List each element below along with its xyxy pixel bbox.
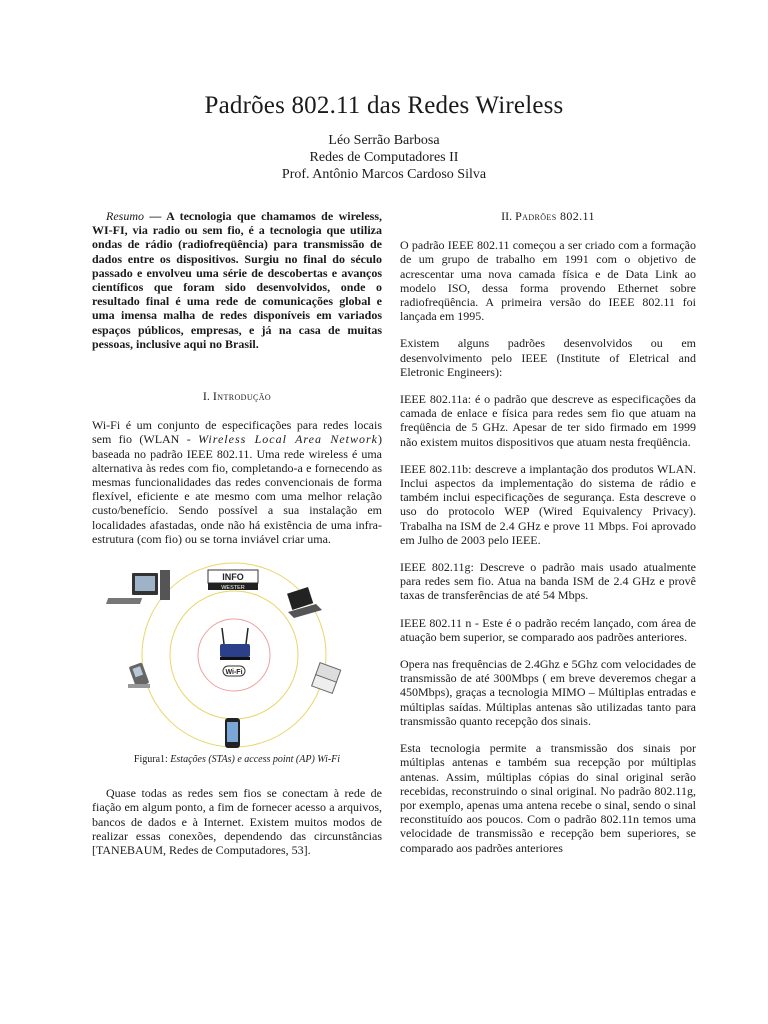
author-name: Léo Serrão Barbosa [328, 133, 440, 148]
body-paragraph: O padrão IEEE 802.11 começou a ser criado com a formação de um grupo de trabalho em 1991 com o objetivo de acrescentar uma nova camada física e de Data Link ao modelo ISO, dessa forma provendo Ethernet sobre radiofreqüência. A primeira versão do IEEE 802.11 foi lançada em 1995. [400, 238, 696, 324]
section-heading-standards: II. Padrões 802.11 [501, 209, 595, 223]
course-name: Redes de Computadores II [309, 150, 459, 165]
wifi-network-figure [92, 560, 382, 750]
professor-name: Prof. Antônio Marcos Cardoso Silva [281, 167, 487, 182]
body-paragraph: IEEE 802.11b: descreve a implantação dos produtos WLAN. Inclui aspectos da implementação do sistema de rádio e também inclui especificações de segurança. Esta descreve o uso do protocolo WEP (Wired Equivalency Privacy). Trabalha na ISM de 2.4 GHz e prove 11 Mbps. Foi aprovado em Julho de 2003 pelo IEEE. [400, 461, 696, 547]
wifi-diagram-svg [92, 560, 382, 750]
intro-paragraph-1: Wi-Fi é um conjunto de especificações para redes locais sem fio (WLAN - Wireless Local Area Network) baseada no padrão IEEE 802.11. Uma rede wireless é uma alternativa às redes com fio, completando-a e fornecendo as mesmas funcionalidades das redes convencionais de forma flexível, eficiente e ate mesmo com uma melhor relação custo/benefício. Sendo possível a sua instalação em localidades afastadas, onde não há existência de uma infra-estrutura (com fio) ou se torna inviável criar uma. [92, 418, 383, 546]
svg-text:Wi-Fi: Wi-Fi [225, 669, 243, 677]
left-column [92, 209, 382, 857]
abstract [92, 209, 382, 351]
svg-text:WESTER: WESTER [221, 585, 245, 592]
wifi-logo [223, 666, 245, 676]
access-point-router-icon [220, 628, 250, 660]
author-block [0, 132, 768, 183]
body-paragraph: IEEE 802.11a: é o padrão que descreve as especificações da camada de enlace e física para redes sem fio que atuam na freqüência de 5 GHz. Apesar de ter sido firmado em 1999 não existem muitos dispositivos que atuam nesta freqüência. [400, 392, 696, 449]
section-title: Introdução [212, 389, 272, 404]
pda-icon [128, 662, 150, 688]
handheld-console-icon [312, 663, 341, 694]
abstract-dash: — [144, 209, 167, 223]
intro-paragraph-2: Quase todas as redes sem fios se conectam à rede de fiação em algum ponto, a fim de fornecer acesso a arquivos, bancos de dados e à Internet. Existem muitos modos de realizar essas conexões, dependendo das circunstâncias [TANEBAUM, Redes de Computadores, 53]. [92, 786, 382, 858]
right-column [400, 209, 696, 855]
abstract-label: Resumo [106, 209, 144, 223]
abstract-text: A tecnologia que chamamos de wireless, WI-FI, via radio ou sem fio, é a tecnologia que utiliza ondas de rádio (radiofreqüência) para transmissão de dados entre os dispositivos. Surgiu no final do século passado e envolveu uma série de descobertas e avanços científicos que foram sido desenvolvidos, onde o resultado final é uma rede de comunicações global e uma imensa malha de redes disponíveis em variados espaços públicos, empresas, e já na casa de muitas pessoas, inclusive aqui no Brasil. [92, 209, 383, 351]
section-title: Padrões 802.11 [515, 209, 595, 223]
body-paragraph: Esta tecnologia permite a transmissão dos sinais por múltiplas antenas e também sua recepção por múltiplas antenas. Assim, múltiplas cópias do sinal original serão recebidas, reconstruindo o sinal original. No padrão 802.11g, por exemplo, apenas uma antena recebe o sinal, sendo o sinal reconstituído aos poucos. Com o padrão 802.11n temos uma velocidade de transmissão e recepção bem superiores, se comparado aos padrões anteriores [400, 741, 696, 855]
info-wester-badge [208, 570, 258, 591]
figure-caption: Figura1: Estações (STAs) e access point (AP) Wi-Fi [133, 754, 341, 766]
smartphone-icon [225, 718, 240, 748]
section-heading-intro: I. Introdução [202, 389, 272, 404]
body-paragraph: Opera nas frequências de 2.4Ghz e 5Ghz com velocidades de transmissão de até 300Mbps ( em breve deveremos chegar a 450Mbps), graças a tecnologia MIMO – Múltiplas entradas e múltiplas saídas. Múltiplas antenas são utilizadas tanto para transmissão quanto recepção dos sinais. [400, 657, 696, 728]
paper-title: Padrões 802.11 das Redes Wireless [204, 92, 564, 119]
wlan-expansion: Wireless Local Area Network [198, 432, 379, 447]
svg-text:INFO: INFO [222, 572, 244, 583]
laptop-icon [287, 587, 322, 618]
body-paragraph: IEEE 802.11 n - Este é o padrão recém lançado, com área de atuação bem superior, se comparado aos padrões anteriores. [400, 615, 696, 644]
body-paragraph: IEEE 802.11g: Descreve o padrão mais usado atualmente para redes sem fio. Atua na banda ISM de 2.4 GHz e provê taxas de transferências de até 54 Mbps. [400, 560, 696, 603]
desktop-computer-icon [106, 570, 170, 604]
paper-header [0, 92, 768, 183]
body-paragraph: Existem alguns padrões desenvolvidos ou em desenvolvimento pelo IEEE (Institute of Eletrical and Eletronic Engineers): [400, 336, 696, 379]
